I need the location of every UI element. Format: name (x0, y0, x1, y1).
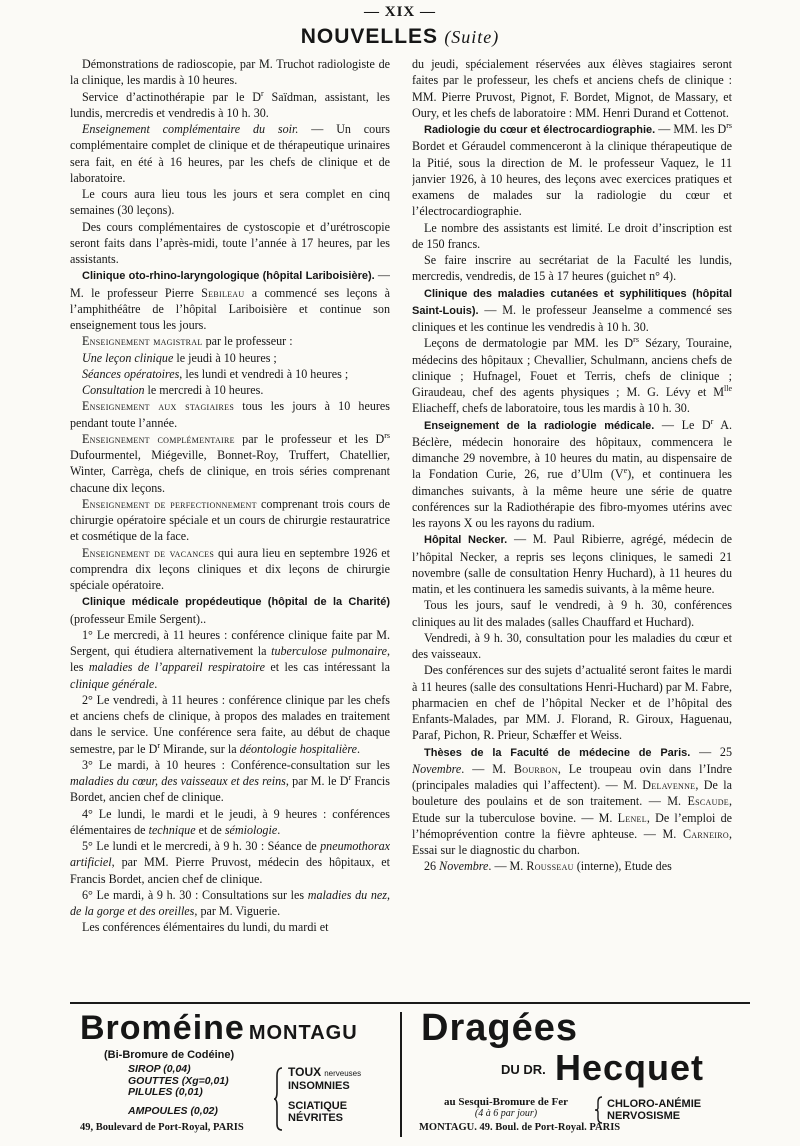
paragraph: Tous les jours, sauf le vendredi, à 9 h. 30, conférences cliniques au lit des malades (salles Chauffard et Huchard). (412, 598, 732, 629)
paragraph: Enseignement de vacances qui aura lieu en septembre 1926 et comprendra dix leçons cliniques et dix leçons de chirurgie spéciale opératoire. (70, 545, 390, 592)
bromeine-subtitle: (Bi-Bromure de Codéine) (104, 1049, 235, 1061)
paragraph: Des cours complémentaires de cystoscopie et d’urétroscopie seront faits dans l’après-midi, toute l’année à 17 heures, par les assistants. (70, 219, 390, 266)
paragraph: 3° Le mardi, à 10 heures : Conférence-consultation sur les maladies du cœur, des vaisseaux et des reins, par M. le $D^r$ Francis Bordet, ancien chef de clinique. (70, 757, 390, 805)
paragraph: Service d’actinothérapie par le $D^r$ Saïdman, assistant, les lundis, mercredis et vendredis à 10 h. 30. (70, 88, 390, 120)
hecquet-prefix: DU DR. (501, 1062, 546, 1077)
brace-icon (274, 1066, 284, 1132)
hecquet-brand: Hecquet (555, 1047, 705, 1088)
paragraph: Se faire inscrire au secrétariat de la Faculté les lundis, mercredis, vendredis, de 15 à 17 heures (guichet n° 4). (412, 253, 732, 284)
paragraph: Enseignement aux stagiaires tous les jours à 10 heures pendant toute l’année. (70, 399, 390, 430)
paragraph: Des conférences sur des sujets d’actualité seront faites le mardi à 11 heures (salle des consultations Henri-Huchard) par M. Fabre, pharmacien en chef de l’hôpital Necker et de l’hôpital des Enfants-Malades, par MM. J. Florand, R. Giroux, Haguenau, Paraf, Pichon, R. Prieur, Schæffer et Weiss. (412, 663, 732, 743)
paragraph: 1° Le mercredi, à 11 heures : conférence clinique faite par M. Sergent, qui étudiera alternativement la tuberculose pulmonaire, les maladies de l’appareil respiratoire et les cas intéressant la clinique générale. (70, 627, 390, 691)
paragraph: 2° Le vendredi, à 11 heures : conférence clinique par les chefs et anciens chefs de clinique, à propos des malades en traitement dans le service. Une conférence sera faite, au début de chaque semestre, par le $D^r$ Mirande, sur la déontologie hospitalière. (70, 692, 390, 756)
paragraph: Le cours aura lieu tous les jours et sera complet en cinq semaines (30 leçons). (70, 187, 390, 218)
bromeine-forms: SIROP (0,04) GOUTTES (Xg=0,01) PILULES (0,01) AMPOULES (0,02) (128, 1063, 229, 1117)
bromeine-ad (70, 1004, 395, 1144)
paragraph: Enseignement complémentaire par le professeur et les $D^{rs}$ Dufourmentel, Miégeville, Bonnet-Roy, Truffert, Chatellier, Winter, Carrèga, chefs de clinique, en trois séries comprenant chacune dix leçons. (70, 430, 390, 495)
section-heading-paragraph: Hôpital Necker. — M. Paul Ribierre, agrégé, médecin de l’hôpital Necker, a repris ses leçons cliniques, le samedi 21 novembre (salle de consultation Henry Huchard), à 11 heures du matin, et les continuera les samedis suivants, à la même heure. (412, 532, 732, 596)
paragraph: Enseignement de perfectionnement comprenant trois cours de chirurgie opératoire spéciale et un cours de chirurgie restauratrice et cosmétique de la face. (70, 496, 390, 544)
left-column (70, 56, 390, 1003)
paragraph: Séances opératoires, les lundi et vendredi à 10 heures ; (82, 366, 349, 381)
section-heading-paragraph: Thèses de la Faculté de médecine de Paris. — 25 Novembre. — M. Bourbon, Le troupeau ovin dans l’Indre (principales maladies qui l’affectent). — M. Delavenne, De la bouleture des poulains et de son traitement. — M. Escaude, Etude sur la tuberculose bovine. — M. Lenel, De l’emploi de l’hémoprévention contre la fièvre aphteuse. — M. Carneiro, Essai sur le diagnostic du charbon. (412, 744, 732, 857)
paragraph: Une leçon clinique le jeudi à 10 heures ; (82, 350, 277, 365)
paragraph: Enseignement complémentaire du soir. — Un cours complémentaire complet de clinique et de thérapeutique urinaires sera fait, en été à 16 heures, par les chefs de clinique et de laboratoire. (70, 122, 390, 185)
section-heading-paragraph: Enseignement de la radiologie médicale. — Le $D^r$ A. Béclère, médecin honoraire des hôpitaux, commencera le dimanche 29 novembre, à 10 heures du matin, au dispensaire de la Fondation Curie, 26, rue d’Ulm (Ve), et continuera les dimanches suivants, à la même heure une série de quatre conférences sur la Radiothérapie des fibro-myomes utérins avec les rayons X ou les rayons du radium. (412, 416, 732, 530)
paragraph: 6° Le mardi, à 9 h. 30 : Consultations sur les maladies du nez, de la gorge et des oreilles, par M. Viguerie. (70, 887, 390, 918)
title-text: NOUVELLES (300, 25, 439, 48)
paragraph: Le nombre des assistants est limité. Le droit d’inscription est de 150 francs. (412, 220, 732, 251)
hecquet-ad (415, 1004, 750, 1144)
paragraph: Consultation le mercredi à 10 heures. (82, 383, 264, 397)
section-heading-paragraph: Clinique médicale propédeutique (hôpital de la Charité) (professeur Emile Sergent).. (70, 596, 390, 626)
paragraph: Démonstrations de radioscopie, par M. Truchot radiologiste de la clinique, les mardis à 10 heures. (70, 57, 390, 88)
paragraph: 5° Le lundi et le mercredi, à 9 h. 30 : Séance de pneumothorax artificiel, par MM. Pierre Pruvost, médecin des hôpitaux, et Francis Bordet, ancien chef de clinique. (70, 839, 390, 886)
advertisement-band (70, 1002, 750, 1144)
hecquet-address: MONTAGU. 49. Boul. de Port-Royal. PARIS (419, 1122, 621, 1133)
bromeine-brand: Broméine MONTAGU (80, 1009, 358, 1047)
dragees-brand: Dragées (421, 1007, 578, 1049)
section-heading-paragraph: Clinique oto-rhino-laryngologique (hôpital Lariboisière). — M. le professeur Pierre Sebileau a commencé ses leçons à l’amphithéâtre de l’hôpital Lariboisière et continue son enseignement tous les jours. (70, 268, 390, 332)
article-columns (70, 56, 750, 1003)
paragraph: Les conférences élémentaires du lundi, du mardi et (82, 920, 329, 935)
section-heading-paragraph: Radiologie du cœur et électrocardiographie. — MM. les $D^{rs}$ Bordet et Géraudel commenceront à la clinique thérapeutique de la Pitié, sous la direction de M. le professeur Vaquez, le 11 janvier 1926, à 10 heures, des leçons avec exercices pratiques et examens de malades sur la radiologie du cœur et l’électrocardiographie. (412, 120, 732, 219)
page-number: — XIX — (363, 4, 436, 20)
brace-icon (595, 1096, 603, 1124)
paragraph: du jeudi, spécialement réservées aux élèves stagiaires seront faites par le professeur, les chefs et anciens chefs de clinique : MM. Pierre Pruvost, Pignot, F. Bordet, Mignot, de Massary, et Oury, et les chefs de laboratoire : MM. Henri Durand et Cottenot. (412, 57, 732, 120)
paragraph: Enseignement magistral par le professeur : (82, 334, 293, 349)
title-suffix: (Suite) (444, 27, 500, 47)
bromeine-address: 49, Boulevard de Port-Royal, PARIS (80, 1122, 244, 1133)
bromeine-indications: TOUX nerveuses INSOMNIES SCIATIQUE NÉVRITES (288, 1065, 362, 1124)
page-title (0, 24, 800, 49)
ad-divider (400, 1012, 402, 1137)
paragraph: 26 Novembre. — M. Rousseau (interne), Etude des (424, 859, 672, 874)
paragraph: Vendredi, à 9 h. 30, consultation pour les maladies du cœur et des vaisseaux. (412, 630, 732, 661)
section-heading-paragraph: Clinique des maladies cutanées et syphilitiques (hôpital Saint-Louis). — M. le professeur Jeanselme a commencé ses cliniques et les continue les vendredis à 10 h. 30. (412, 287, 732, 334)
paragraph: 4° Le lundi, le mardi et le jeudi, à 9 heures : conférences élémentaires de technique et de sémiologie. (70, 806, 390, 837)
hecquet-description: au Sesqui-Bromure de Fer (4 à 6 par jour) (444, 1096, 568, 1119)
hecquet-indications: CHLORO-ANÉMIE NERVOSISME (607, 1098, 702, 1122)
paragraph: Leçons de dermatologie par MM. les $D^{rs}$ Sézary, Touraine, médecins des hôpitaux ; Chevallier, Schulmann, anciens chefs de clinique ; Hufnagel, Fouet et Terris, chefs de clinique ; Giraudeau, chef des agents physiques ; M. G. Lévy et $M^{lle}$ Eliacheff, chefs de laboratoire, tous les mardis à 10 h. 30. (412, 335, 732, 416)
right-column (412, 56, 732, 1003)
